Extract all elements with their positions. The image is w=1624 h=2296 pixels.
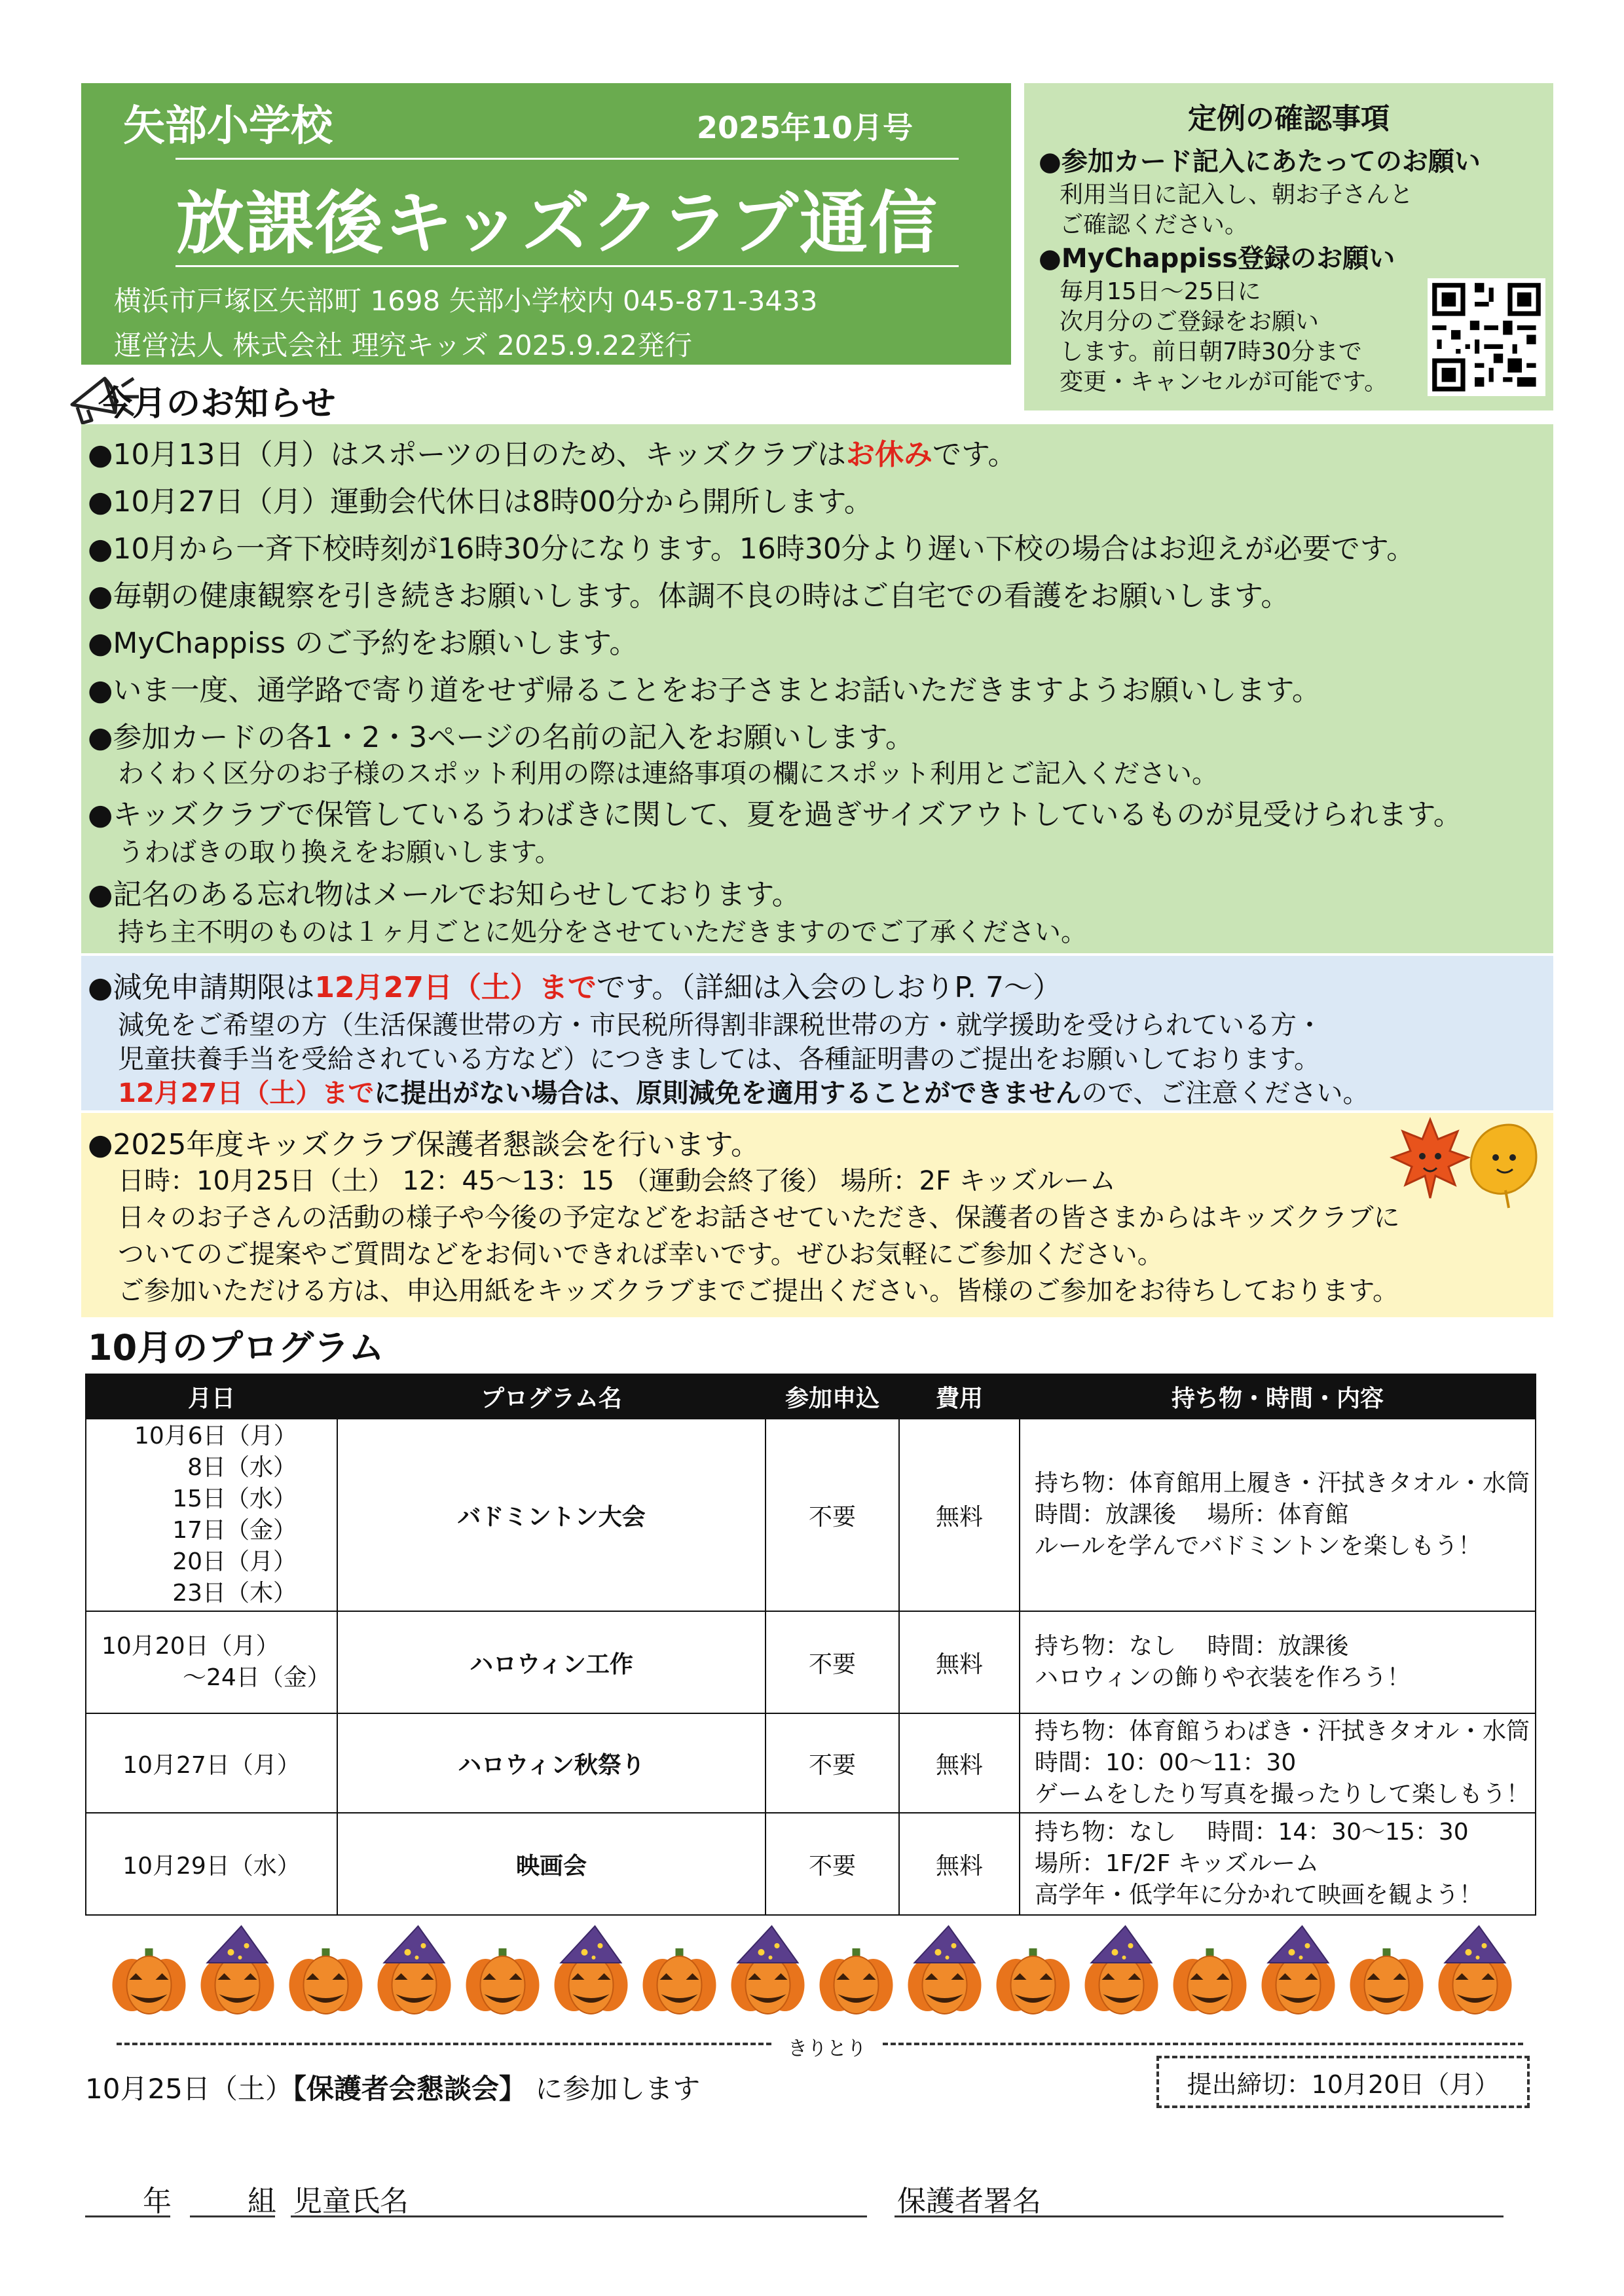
- child-name-field[interactable]: [291, 2215, 867, 2217]
- table-row: [86, 1813, 1536, 1915]
- regular-check-box: [1024, 83, 1553, 410]
- notice-subtext: わくわく区分のお子様のスポット利用の際は連絡事項の欄にスポット利用とご記入ください。: [118, 759, 1218, 789]
- pumpkin-icon: [201, 1926, 274, 2014]
- child-name-label: 児童氏名: [293, 2185, 409, 2218]
- col-name: プログラム名: [337, 1374, 766, 1419]
- row-fee: 無料: [899, 1813, 1020, 1915]
- row-program-name: バドミントン大会: [337, 1419, 766, 1611]
- notices-heading: 今月のお知らせ: [98, 384, 336, 424]
- table-header-row: [86, 1374, 1536, 1419]
- reduction-text: 減免をご希望の方（生活保護世帯の方・市民税所得割非課税世帯の方・就学援助を受けられている方・: [118, 1010, 1323, 1040]
- qr-code-icon[interactable]: [1428, 278, 1545, 396]
- pumpkin-icon: [997, 1948, 1070, 2014]
- row-fee: 無料: [899, 1419, 1020, 1611]
- reduction-warning: 12月27日（土）までに提出がない場合は、原則減免を適用することができませんので、ご注意ください。: [118, 1078, 1369, 1108]
- class-label: 組: [248, 2185, 276, 2218]
- pumpkin-icon: [908, 1926, 982, 2014]
- cut-line: [117, 2032, 1523, 2058]
- guardian-signature-field[interactable]: [895, 2215, 1504, 2217]
- pumpkin-icon: [1085, 1926, 1158, 2014]
- regular-item-body: 利用当日に記入し、朝お子さんと ご確認ください。: [1060, 181, 1414, 238]
- col-date: 月日: [86, 1374, 337, 1419]
- school-name: 矢部小学校: [123, 102, 333, 151]
- regular-item-title: ●MyChappiss登録のお願い: [1039, 244, 1395, 274]
- address: 横浜市戸塚区矢部町 1698 矢部小学校内 045-871-3433: [114, 285, 818, 317]
- col-apply: 参加申込: [766, 1374, 899, 1419]
- pumpkin-icon: [1439, 1926, 1512, 2014]
- program-heading: 10月のプログラム: [88, 1327, 384, 1368]
- submission-deadline: 提出締切：10月20日（月）: [1156, 2056, 1530, 2108]
- row-apply: 不要: [766, 1611, 899, 1713]
- pumpkin-icon: [1262, 1926, 1335, 2014]
- pumpkin-icon: [1350, 1948, 1424, 2014]
- row-program-name: 映画会: [337, 1813, 766, 1915]
- notice-item: ●いま一度、通学路で寄り道をせず帰ることをお子さまとお話いただきますようお願いします。: [88, 674, 1321, 707]
- cut-label: きりとり: [788, 2037, 866, 2060]
- row-fee: 無料: [899, 1713, 1020, 1813]
- monthly-notices: [81, 424, 1553, 953]
- reduction-deadline: ●減免申請期限は12月27日（土）までです。（詳細は入会のしおりP. 7～）: [88, 971, 1062, 1004]
- row-dates: 10月29日（水）: [86, 1813, 337, 1915]
- meeting-text: 日々のお子さんの活動の様子や今後の予定などをお話させていただき、保護者の皆さまからはキッズクラブに: [118, 1203, 1400, 1233]
- autumn-leaves-icon: [1384, 1113, 1548, 1211]
- publisher: 運営法人 株式会社 理究キッズ 2025.9.22発行: [114, 329, 692, 361]
- pumpkin-icon: [1173, 1948, 1247, 2014]
- row-details: 持ち物：なし 時間：放課後 ハロウィンの飾りや衣装を作ろう！: [1020, 1611, 1536, 1713]
- col-fee: 費用: [899, 1374, 1020, 1419]
- reduction-text: 児童扶養手当を受給されている方など）につきましては、各種証明書のご提出をお願いしております。: [118, 1044, 1320, 1074]
- row-apply: 不要: [766, 1713, 899, 1813]
- col-details: 持ち物・時間・内容: [1020, 1374, 1536, 1419]
- regular-heading: 定例の確認事項: [1188, 102, 1390, 136]
- issue-date: 2025年10月号: [697, 110, 913, 145]
- header-rule: [175, 158, 959, 160]
- meeting-text: ご参加いただける方は、申込用紙をキッズクラブまでご提出ください。皆様のご参加をお待ちしております。: [118, 1276, 1399, 1306]
- program-table: [85, 1374, 1536, 1916]
- notice-item: ●記名のある忘れ物はメールでお知らせしております。: [88, 878, 801, 911]
- pumpkin-border: [105, 1925, 1519, 2023]
- guardian-signature-label: 保護者署名: [897, 2185, 1041, 2218]
- row-program-name: ハロウィン秋祭り: [337, 1713, 766, 1813]
- regular-item-body: 毎月15日～25日に 次月分のご登録をお願い します。前日朝7時30分まで 変更・キャンセルが可能です。: [1060, 278, 1388, 395]
- pumpkin-icon: [820, 1948, 893, 2014]
- header-rule: [175, 265, 959, 267]
- pumpkin-icon: [643, 1948, 716, 2014]
- newsletter-title: 放課後キッズクラブ通信: [176, 183, 938, 263]
- form-title: 10月25日（土）【保護者会懇談会】 に参加します: [85, 2073, 701, 2105]
- pumpkin-icon: [731, 1926, 805, 2014]
- row-fee: 無料: [899, 1611, 1020, 1713]
- pumpkin-icon: [378, 1926, 451, 2014]
- pumpkin-icon: [113, 1948, 186, 2014]
- meeting-datetime: 日時：10月25日（土） 12：45～13：15 （運動会終了後） 場所：2F キッズルーム: [118, 1166, 1116, 1196]
- newsletter-header: [81, 83, 1011, 365]
- row-details: 持ち物：体育館用上履き・汗拭きタオル・水筒 時間：放課後 場所：体育館 ルールを学んでバドミントンを楽しもう！: [1020, 1419, 1536, 1611]
- table-row: [86, 1713, 1536, 1813]
- pumpkin-icon: [289, 1948, 363, 2014]
- row-dates: 10月20日（月） ～24日（金）: [86, 1611, 337, 1713]
- pumpkin-icon: [555, 1926, 628, 2014]
- notice-item: ●キッズクラブで保管しているうわばきに関して、夏を過ぎサイズアウトしているものが見受けられます。: [88, 798, 1462, 831]
- row-apply: 不要: [766, 1813, 899, 1915]
- notice-item: ●MyChappiss のご予約をお願いします。: [88, 627, 638, 660]
- notice-item: ●10月27日（月）運動会代休日は8時00分から開所します。: [88, 485, 873, 519]
- year-label: 年: [143, 2185, 172, 2218]
- reduction-notice: [81, 956, 1553, 1110]
- row-program-name: ハロウィン工作: [337, 1611, 766, 1713]
- row-details: 持ち物：なし 時間：14：30～15：30 場所：1F/2F キッズルーム 高学年・低学年に分かれて映画を観よう！: [1020, 1813, 1536, 1915]
- meeting-text: ついてのご提案やご質問などをお伺いできれば幸いです。ぜひお気軽にご参加ください。: [118, 1239, 1164, 1269]
- table-row: [86, 1611, 1536, 1713]
- row-dates: 10月27日（月）: [86, 1713, 337, 1813]
- parent-meeting-notice: [81, 1113, 1553, 1317]
- notice-item: ●毎朝の健康観察を引き続きお願いします。体調不良の時はご自宅での看護をお願いします。: [88, 579, 1290, 613]
- meeting-heading: ●2025年度キッズクラブ保護者懇談会を行います。: [88, 1128, 760, 1161]
- table-row: [86, 1419, 1536, 1611]
- row-details: 持ち物：体育館うわばき・汗拭きタオル・水筒 時間：10：00～11：30 ゲームをしたり写真を撮ったりして楽しもう！: [1020, 1713, 1536, 1813]
- notice-subtext: 持ち主不明のものは１ヶ月ごとに処分をさせていただきますのでご了承ください。: [118, 917, 1087, 947]
- notice-item: ●参加カードの各1・2・3ページの名前の記入をお願いします。: [88, 721, 914, 754]
- notice-subtext: うわばきの取り換えをお願いします。: [118, 837, 561, 867]
- row-apply: 不要: [766, 1419, 899, 1611]
- notice-item: ●10月13日（月）はスポーツの日のため、キッズクラブはお休みです。: [88, 438, 1017, 471]
- row-dates: 10月6日（月） 8日（水） 15日（水） 17日（金） 20日（月） 23日（木）: [86, 1419, 337, 1611]
- notice-item: ●10月から一斉下校時刻が16時30分になります。16時30分より遅い下校の場合はお迎えが必要です。: [88, 532, 1416, 566]
- regular-item-title: ●参加カード記入にあたってのお願い: [1039, 147, 1481, 177]
- pumpkin-icon: [466, 1948, 540, 2014]
